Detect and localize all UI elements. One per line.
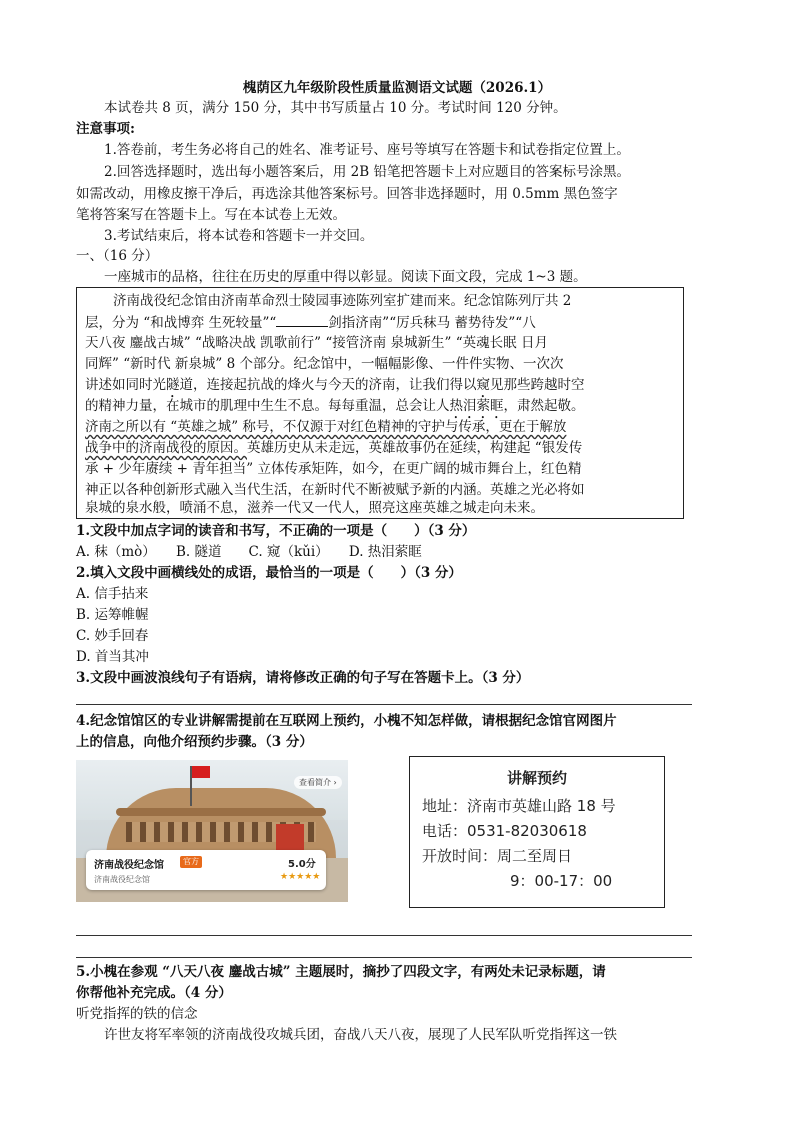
rating-stars-icon: ★★★★★: [280, 872, 321, 882]
passage-text: 见那些跨越时空: [490, 377, 585, 393]
exam-title: 槐荫区九年级阶段性质量监测语文试题（2026.1）: [242, 80, 552, 96]
passage-text: 的精神力量，在城市的肌理中生生不息。每每重温，总会让人: [85, 398, 450, 414]
notes-item-2-line-2: 如需改动，用橡皮擦干净后，再选涂其他答案标号。回答非选择题时，用 0.5mm 黑色签字: [76, 186, 618, 202]
exam-intro: 本试卷共 8 页，满分 150 分，其中书写质量占 10 分。考试时间 120 分钟。: [104, 100, 567, 116]
question-2-option-d: D. 首当其冲: [76, 649, 149, 665]
booking-hours: 开放时间：周二至周日: [422, 847, 573, 865]
idiom-blank: [276, 312, 328, 327]
photo-building-band: [116, 808, 326, 816]
excerpt-body: 许世友将军率领的济南战役攻城兵团，奋战八天八夜，展现了人民军队听党指挥这一铁: [104, 1027, 617, 1043]
passage-line: 神正以各种创新形式融入当代生活，在新时代不断被赋予新的内涵。英雄之光必将如: [85, 482, 585, 498]
notes-item-2-line-1: 2.回答选择题时，选出每小题答案后，用 2B 铅笔把答题卡上对应题目的答案标号涂黑。: [104, 164, 630, 180]
answer-line: [76, 957, 692, 958]
answer-line: [76, 935, 692, 936]
question-5-stem-line-1: 5.小槐在参观 “八天八夜 鏖战古城” 主题展时，摘抄了四段文字，有两处未记录标题，请: [76, 964, 606, 980]
red-flag-icon: [192, 766, 210, 778]
passage-line: 泉城的泉水般，喷涌不息，滋养一代又一代人，照亮这座英雄之城走向未来。: [85, 500, 544, 516]
passage-line: 天八夜 鏖战古城” “战略决战 凯歌前行” “接管济南 泉城新生” “英魂长眠 日月: [85, 335, 548, 351]
question-2-option-c: C. 妙手回春: [76, 628, 149, 644]
official-badge: 官方: [180, 856, 202, 868]
passage-line: [85, 438, 675, 459]
question-2-stem: 2.填入文段中画横线处的成语，最恰当的一项是（ ）（3 分）: [76, 565, 462, 581]
passage-line: [85, 417, 675, 438]
reading-passage-box: [76, 287, 684, 519]
question-4-stem-line-1: 4.纪念馆馆区的专业讲解需提前在互联网上预约，小槐不知怎样做，请根据纪念馆官网图片: [76, 713, 617, 729]
question-4-stem-line-2: 上的信息，向他介绍预约步骤。（3 分）: [76, 734, 313, 750]
venue-info-card: [86, 850, 326, 890]
booking-info-box: [409, 756, 665, 908]
booking-phone: 电话：0531-82030618: [422, 822, 587, 840]
section-1-lead: 一座城市的品格，往往在历史的厚重中得以彰显。阅读下面文段，完成 1~3 题。: [104, 269, 587, 285]
passage-line: 同辉” “新时代 新泉城” 8 个部分。纪念馆中，一幅幅影像、一件件实物、一次次: [85, 356, 564, 372]
passage-text: 讲述如同时光: [85, 377, 166, 393]
venue-name: 济南战役纪念馆: [94, 860, 164, 871]
question-2-option-b: B. 运筹帷幄: [76, 607, 149, 623]
question-5-stem-line-2: 你帮他补充完成。（4 分）: [76, 985, 232, 1001]
passage-text: 层，分为 “和战博弈 生死较量”“: [85, 315, 277, 331]
view-intro-pill: 查看简介 ›: [294, 776, 342, 789]
passage-text: 道，连接起抗战的烽火与今天的济南，让我们得以: [179, 377, 477, 393]
venue-subtitle: 济南战役纪念馆: [94, 875, 150, 884]
section-1-heading: 一、（16 分）: [76, 248, 159, 264]
passage-text: 英雄历史从未走远，英雄故事仍在延续，构建起 “银发传: [247, 440, 583, 456]
booking-address: 地址：济南市英雄山路 18 号: [422, 797, 616, 815]
wavy-underlined-sentence: 战争中的济南战役的原因。: [85, 440, 247, 456]
booking-time: 9：00-17：00: [510, 872, 613, 890]
venue-score: 5.0分: [288, 859, 316, 870]
notes-item-3: 3.考试结束后，将本试卷和答题卡一并交回。: [104, 228, 374, 244]
passage-text: ，肃然起敬。: [503, 398, 585, 414]
passage-text: 剑指济南”“厉兵秣马 蓄势待发”“八: [328, 315, 536, 331]
question-2-option-a: A. 信手拈来: [76, 586, 149, 602]
dotted-word-reluiyingkuang: 热泪萦眶: [449, 398, 504, 414]
passage-line: [85, 312, 675, 334]
question-1-stem: 1.文段中加点字词的读音和书写，不正确的一项是（ ）（3 分）: [76, 523, 476, 539]
booking-title: 讲解预约: [506, 769, 567, 787]
notes-item-1: 1.答卷前，考生务必将自己的姓名、准考证号、座号等填写在答题卡和试卷指定位置上。: [104, 142, 630, 158]
notes-heading: 注意事项:: [76, 121, 135, 137]
notes-item-2-line-3: 笔将答案写在答题卡上。写在本试卷上无效。: [76, 207, 346, 223]
answer-line: [76, 704, 692, 705]
excerpt-subheading: 听党指挥的铁的信念: [76, 1006, 198, 1022]
passage-line: 承 + 少年赓续 + 青年担当” 立体传承矩阵，如今，在更广阔的城市舞台上，红色精: [85, 461, 582, 477]
dotted-word-suidao: 隧: [166, 377, 180, 393]
memorial-hall-photo: [76, 760, 348, 902]
wavy-underlined-sentence: 济南之所以有 “英雄之城” 称号，不仅源于对红色精神的守护与传承，更在于解放: [85, 419, 567, 435]
question-1-options: A. 秣（mò） B. 隧道 C. 窥（kǔi） D. 热泪萦眶: [76, 544, 422, 560]
dotted-word-kui: 窥: [476, 377, 490, 393]
question-3-stem: 3.文段中画波浪线句子有语病，请将修改正确的句子写在答题卡上。（3 分）: [76, 670, 530, 686]
passage-line: 济南战役纪念馆由济南革命烈士陵园事迹陈列室扩建而来。纪念馆陈列厅共 2: [113, 293, 572, 309]
